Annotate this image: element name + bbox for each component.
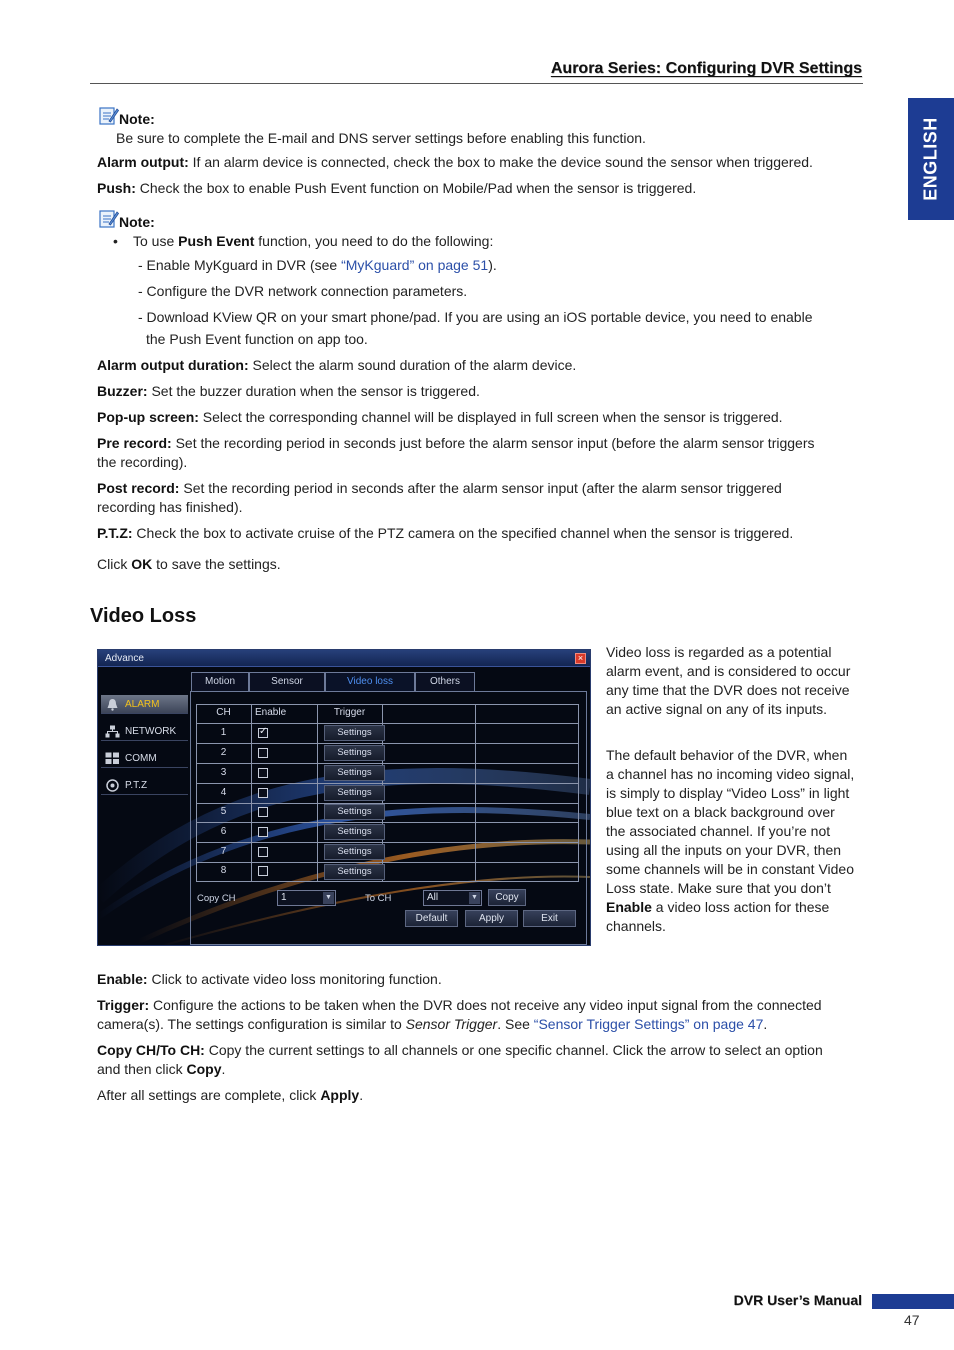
sidebar-item-comm[interactable] xyxy=(101,749,188,768)
channel-number: 5 xyxy=(220,806,227,817)
copy-button[interactable]: Copy xyxy=(488,889,526,906)
sidebar-item-ptz[interactable] xyxy=(101,776,188,795)
sidebar-item-label: ALARM xyxy=(125,699,160,710)
trigger-settings-button[interactable]: Settings xyxy=(324,804,385,820)
video-loss-heading: Video Loss xyxy=(90,605,197,627)
menu-top xyxy=(101,691,188,692)
channel-number: 1 xyxy=(220,727,227,738)
note-text: Be sure to complete the E-mail and DNS server settings before enabling this function. xyxy=(116,130,646,146)
ptz-camera-icon xyxy=(105,779,120,792)
channel-number: 2 xyxy=(220,747,227,758)
enable-checkbox[interactable] xyxy=(258,807,268,817)
header-rule xyxy=(90,83,863,84)
channel-table xyxy=(196,704,579,882)
alarm-bell-icon xyxy=(105,698,120,711)
pre-record-paragraph-line1: Pre record: Set the recording period in seconds just before the alarm sensor input (before the alarm sensor triggers xyxy=(97,435,815,451)
trigger-settings-button[interactable]: Settings xyxy=(324,725,385,741)
sidebar-item-alarm[interactable] xyxy=(101,695,188,714)
trigger-settings-button[interactable]: Settings xyxy=(324,844,385,860)
tab-others[interactable]: Others xyxy=(415,672,475,691)
sensor-trigger-settings-link[interactable]: “Sensor Trigger Settings” on page 47 xyxy=(533,1016,764,1032)
to-ch-select[interactable] xyxy=(423,890,482,906)
tab-video-loss[interactable]: Video loss xyxy=(325,672,415,691)
chevron-down-icon: ▼ xyxy=(323,892,334,904)
network-icon xyxy=(105,725,120,738)
buzzer-paragraph: Buzzer: Set the buzzer duration when the sensor is triggered. xyxy=(97,383,480,399)
push-paragraph xyxy=(97,179,696,198)
enable-checkbox[interactable] xyxy=(258,788,268,798)
post-record-paragraph-line2: recording has finished). xyxy=(97,499,243,515)
mykguard-link[interactable]: “MyKguard” on page 51 xyxy=(341,257,489,273)
tab-motion[interactable]: Motion xyxy=(191,672,249,691)
default-button[interactable]: Default xyxy=(405,910,458,927)
enable-checkbox[interactable] xyxy=(258,748,268,758)
sidebar-item-network[interactable] xyxy=(101,722,188,741)
to-ch-label: To CH xyxy=(365,893,392,904)
page-number: 47 xyxy=(904,1312,920,1328)
push-term: Push: xyxy=(97,180,136,196)
sidebar-item-label: COMM xyxy=(125,753,157,764)
video-loss-description-2: The default behavior of the DVR, when a channel has no incoming video signal, is simply to display “Video Loss” in light blue text on a black background over the associated channel. If you’re not using all the inputs on your DVR, then some channels will be in constant Video Loss state. Make sure that you don’t Enable a video loss action for these channels. xyxy=(606,747,855,934)
channel-number: 7 xyxy=(220,846,227,857)
push-note-item-2: - Configure the DVR network connection parameters. xyxy=(138,283,468,299)
after-settings-paragraph: After all settings are complete, click Apply. xyxy=(97,1087,364,1103)
copy-ch-paragraph-line1: Copy CH/To CH: Copy the current settings to all channels or one specific channel. Click the arrow to select an option xyxy=(97,1042,823,1058)
exit-button[interactable]: Exit xyxy=(523,910,576,927)
enable-checkbox[interactable] xyxy=(258,866,268,876)
pre-record-paragraph-line2: the recording). xyxy=(97,454,188,470)
enable-checkbox[interactable] xyxy=(258,847,268,857)
push-note-bullet: To use Push Event function, you need to do the following: xyxy=(133,233,494,249)
push-note-item-1: - Enable MyKguard in DVR (see “MyKguard” on page 51). xyxy=(138,257,497,273)
alarm-output-text: If an alarm device is connected, check the box to make the device sound the sensor when triggered. xyxy=(188,154,813,170)
note-icon xyxy=(97,209,119,229)
ptz-paragraph: P.T.Z: Check the box to activate cruise of the PTZ camera on the specified channel when the sensor is triggered. xyxy=(97,525,794,541)
comm-grid-icon xyxy=(105,752,120,765)
copy-ch-label: Copy CH xyxy=(197,893,236,904)
language-label: ENGLISH xyxy=(920,117,941,201)
push-note-item-3-line1: - Download KView QR on your smart phone/pad. If you are using an iOS portable device, you need to enable xyxy=(138,309,813,325)
to-ch-value: All xyxy=(427,892,439,903)
language-side-tab xyxy=(908,98,954,220)
footer-manual-title: DVR User’s Manual xyxy=(733,1292,862,1308)
alarm-output-term: Alarm output: xyxy=(97,154,189,170)
channel-number: 3 xyxy=(220,767,227,778)
post-record-paragraph-line1: Post record: Set the recording period in seconds after the alarm sensor input (after the alarm sensor triggered xyxy=(97,480,782,496)
push-text: Check the box to enable Push Event function on Mobile/Pad when the sensor is triggered. xyxy=(135,180,697,196)
note-icon xyxy=(97,106,119,126)
popup-paragraph: Pop-up screen: Select the corresponding channel will be displayed in full screen when the sensor is triggered. xyxy=(97,409,783,425)
copy-ch-select[interactable] xyxy=(277,890,336,906)
column-header-trigger: Trigger xyxy=(333,707,366,718)
copy-ch-value: 1 xyxy=(281,892,287,903)
sidebar-item-label: P.T.Z xyxy=(125,780,148,791)
note-label: Note: xyxy=(119,111,155,127)
enable-paragraph: Enable: Click to activate video loss monitoring function. xyxy=(97,971,442,987)
video-loss-description-1: Video loss is regarded as a potential alarm event, and is considered to occur any time that the DVR does not receive an active signal on any of its inputs. xyxy=(606,644,851,717)
push-note-item-3-line2: the Push Event function on app too. xyxy=(146,331,368,347)
channel-number: 4 xyxy=(220,787,227,798)
close-icon[interactable]: × xyxy=(575,653,586,664)
apply-button[interactable]: Apply xyxy=(465,910,518,927)
channel-number: 8 xyxy=(220,865,227,876)
column-header-enable: Enable xyxy=(255,707,287,718)
trigger-paragraph-line1: Trigger: Configure the actions to be taken when the DVR does not receive any video input signal from the connected xyxy=(97,997,822,1013)
alarm-output-paragraph xyxy=(97,153,813,172)
chevron-down-icon: ▼ xyxy=(469,892,480,904)
footer-bar xyxy=(872,1294,954,1309)
trigger-settings-button[interactable]: Settings xyxy=(324,765,385,781)
dvr-title-bar xyxy=(98,650,590,667)
trigger-settings-button[interactable]: Settings xyxy=(324,824,385,840)
enable-checkbox[interactable] xyxy=(258,768,268,778)
copy-ch-paragraph-line2: and then click Copy. xyxy=(97,1061,226,1077)
trigger-settings-button[interactable]: Settings xyxy=(324,864,385,880)
tab-sensor[interactable]: Sensor xyxy=(249,672,325,691)
click-ok-paragraph: Click OK to save the settings. xyxy=(97,556,281,572)
sidebar-item-label: NETWORK xyxy=(125,726,177,737)
dvr-window-title: Advance xyxy=(105,653,144,664)
enable-checkbox[interactable] xyxy=(258,827,268,837)
channel-number: 6 xyxy=(220,826,227,837)
trigger-settings-button[interactable]: Settings xyxy=(324,745,385,761)
trigger-paragraph-line2: camera(s). The settings configuration is similar to Sensor Trigger. See “Sensor Trigger Settings” on page 47. xyxy=(97,1016,768,1032)
page-header-title: Aurora Series: Configuring DVR Settings xyxy=(550,60,862,77)
column-header-ch: CH xyxy=(216,707,231,718)
alarm-duration-paragraph: Alarm output duration: Select the alarm sound duration of the alarm device. xyxy=(97,357,577,373)
dvr-advance-window xyxy=(97,649,591,946)
bullet-dot: • xyxy=(113,233,118,249)
note-label: Note: xyxy=(119,214,155,230)
trigger-settings-button[interactable]: Settings xyxy=(324,785,385,801)
enable-checkbox[interactable] xyxy=(258,728,268,738)
